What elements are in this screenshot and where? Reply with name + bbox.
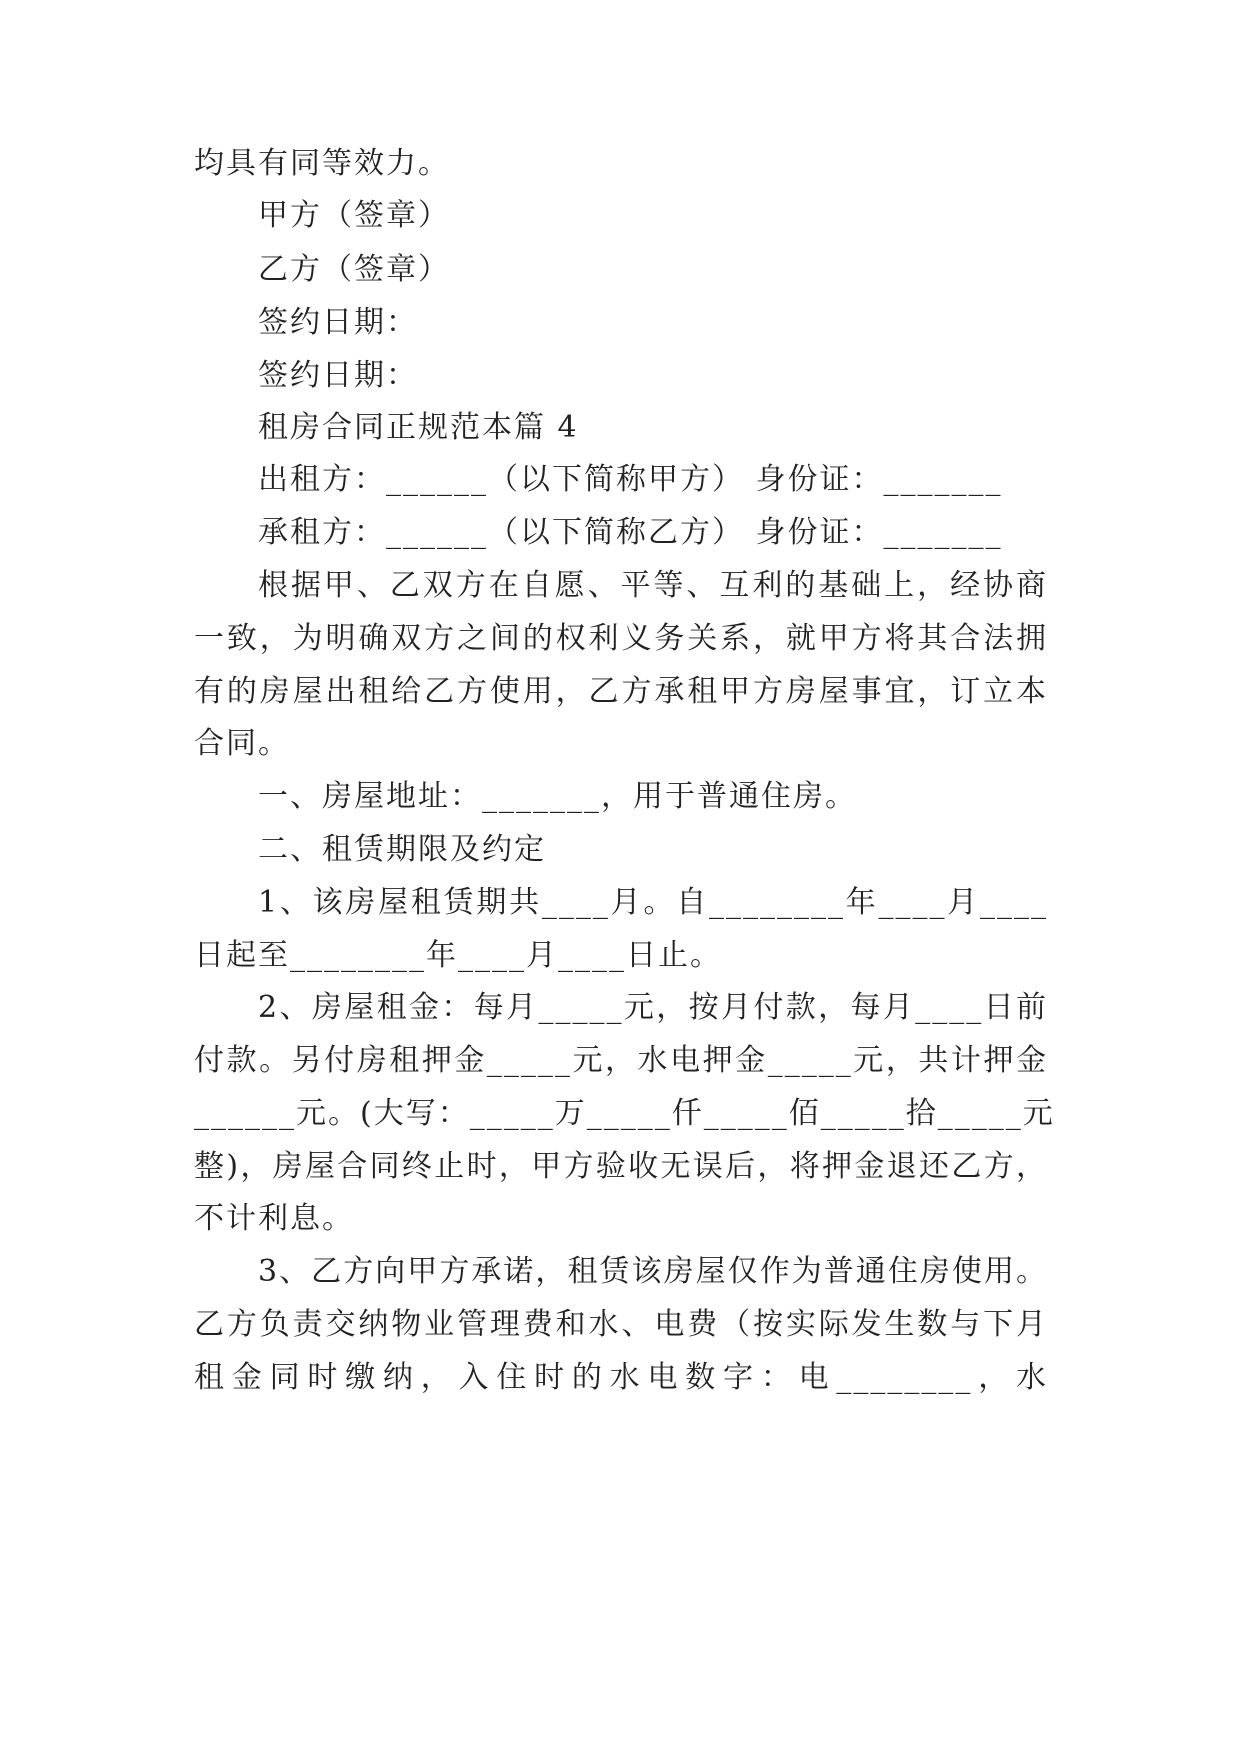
text-line: 均具有同等效力。 — [194, 146, 450, 181]
text-line: 3、乙方向甲方承诺，租赁该房屋仅作为普通住房使用。 — [258, 1254, 1048, 1289]
text-line: 有的房屋出租给乙方使用，乙方承租甲方房屋事宜，订立本 — [194, 674, 1048, 709]
text-line: 2、房屋租金：每月_____元，按月付款，每月____日前 — [258, 990, 1048, 1025]
lessee-line: 承租方：______（以下简称乙方） 身份证：_______ — [258, 515, 1003, 550]
signing-date: 签约日期： — [258, 358, 418, 393]
lessor-line: 出租方：______（以下简称甲方） 身份证：_______ — [258, 462, 1003, 497]
text-line: 乙方负责交纳物业管理费和水、电费（按实际发生数与下月 — [194, 1307, 1048, 1342]
clause-heading: 一、房屋地址：_______，用于普通住房。 — [258, 779, 857, 814]
text-line: 不计利息。 — [194, 1201, 354, 1236]
text-line: 合同。 — [194, 726, 290, 761]
section-title: 租房合同正规范本篇 4 — [258, 410, 579, 445]
text-line: 1、该房屋租赁期共____月。自________年____月____ — [258, 885, 1048, 920]
signing-date: 签约日期： — [258, 305, 418, 340]
text-line: 根据甲、乙双方在自愿、平等、互利的基础上，经协商 — [258, 568, 1048, 603]
text-line: 一致，为明确双方之间的权利义务关系，就甲方将其合法拥 — [194, 621, 1048, 656]
text-line: 整)，房屋合同终止时，甲方验收无误后，将押金退还乙方， — [194, 1149, 1048, 1184]
clause-heading: 二、租赁期限及约定 — [258, 832, 546, 867]
party-a-signature: 甲方（签章） — [258, 198, 450, 233]
party-b-signature: 乙方（签章） — [258, 252, 450, 287]
text-line: 日起至________年____月____日止。 — [194, 938, 722, 973]
text-line: 租金同时缴纳，入住时的水电数字：电________，水 — [194, 1360, 1048, 1395]
text-line: 付款。另付房租押金_____元，水电押金_____元，共计押金 — [194, 1043, 1048, 1078]
text-line: ______元。(大写：_____万_____仟_____佰_____拾_____元 — [194, 1096, 1055, 1131]
